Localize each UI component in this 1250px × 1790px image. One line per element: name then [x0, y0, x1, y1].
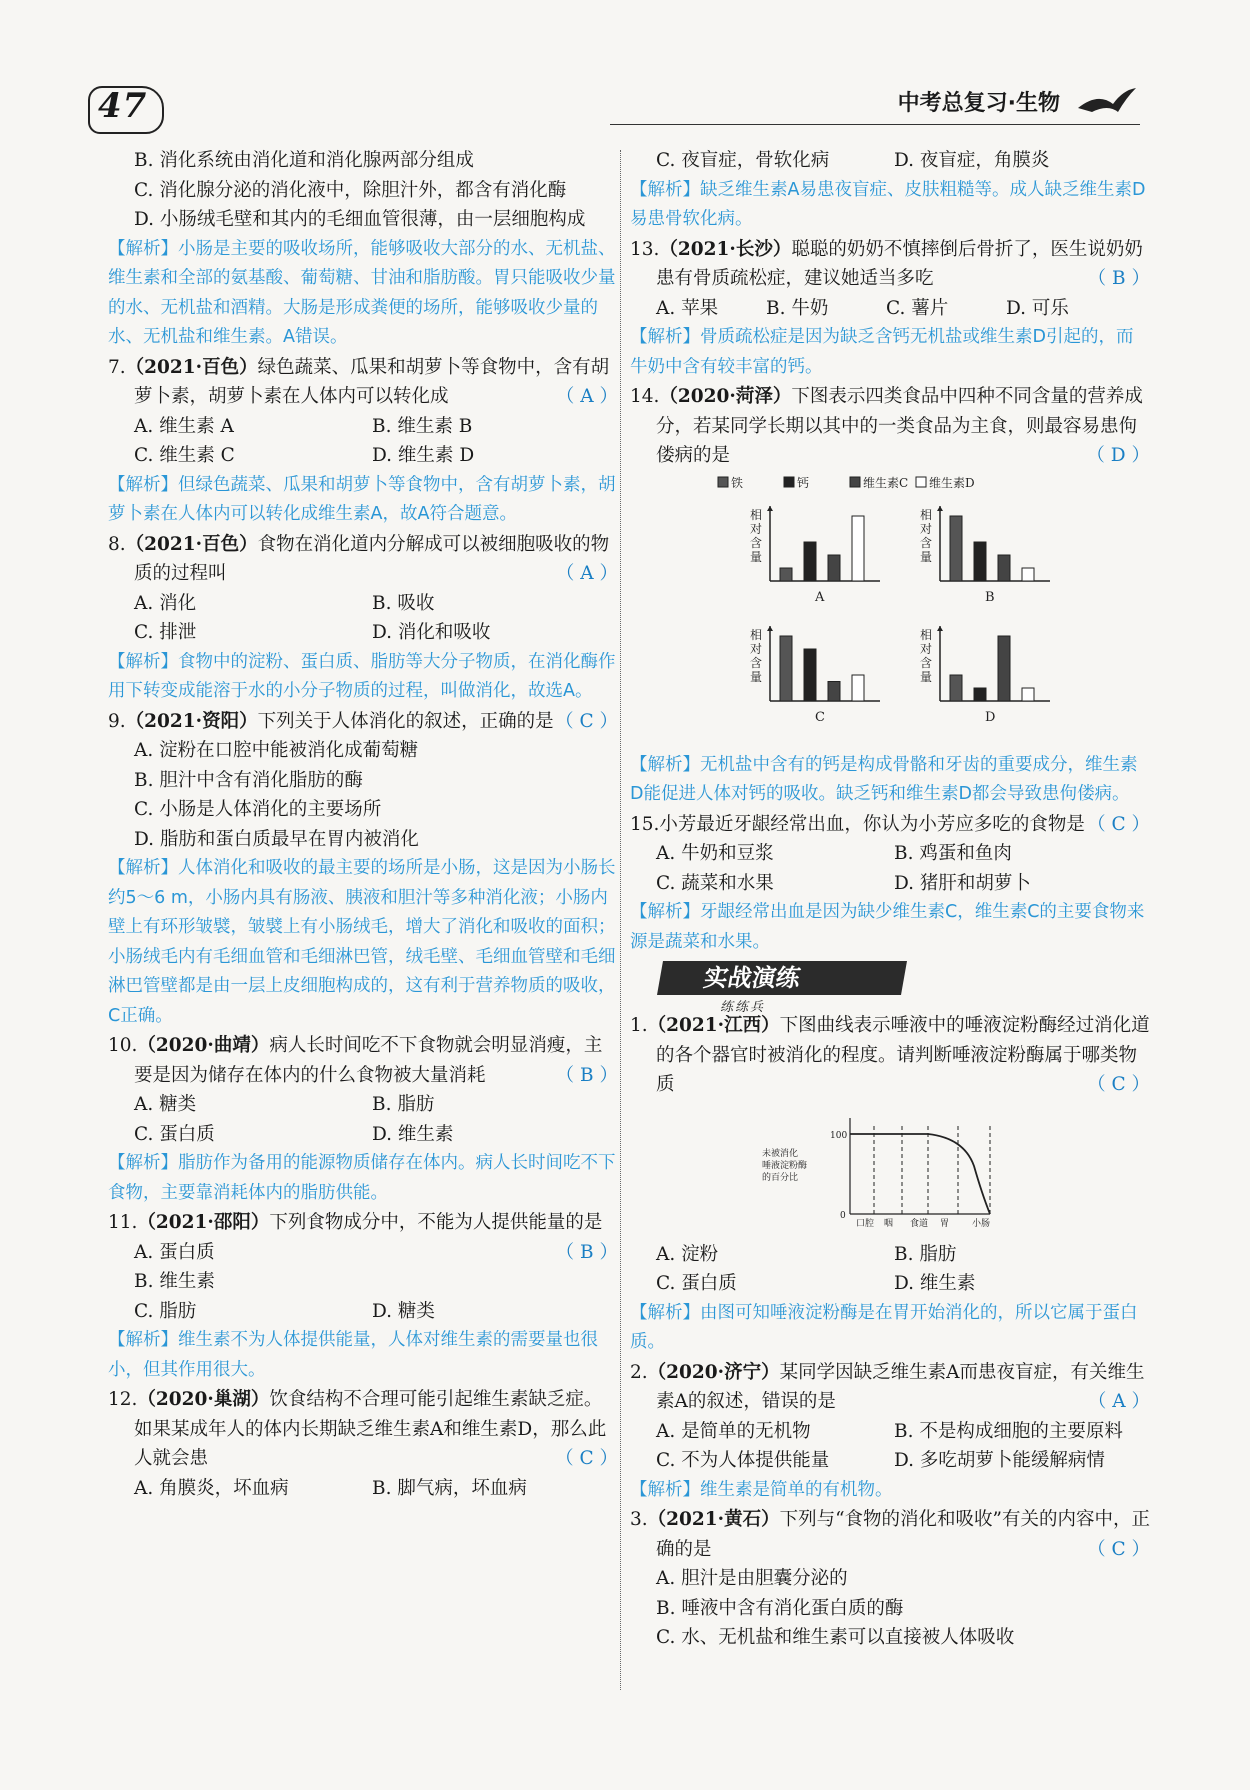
section-subtitle: 练练兵 [720, 1000, 766, 1015]
q10-explanation: 【解析】脂肪作为备用的能源物质储存在体内。病人长时间吃不下食物，主要靠消耗体内的脂肪供能。 [108, 1153, 616, 1203]
q13-explanation: 【解析】骨质疏松症是因为缺乏含钙无机盐或维生素D引起的，而牛奶中含有较丰富的钙。 [630, 327, 1134, 377]
legend-swatch-2 [850, 477, 860, 487]
p2-explanation: 【解析】维生素是简单的有机物。 [630, 1479, 893, 1500]
q13-options: A. 苹果 B. 牛奶 C. 薯片 D. 可乐 [656, 297, 1069, 319]
q10-answer: （ B ） [555, 1064, 618, 1086]
ylabel-char: 相 [750, 507, 763, 522]
question-14: 14.（2020·菏泽）下图表示四类食品中四种不同含量的营养成分，若某同学长期以其中的一类食品为主食，则最容易患佝偻病的是 （ D ） [630, 382, 1150, 471]
p2-answer: （ A ） [1087, 1391, 1150, 1412]
q7-explanation: 【解析】但绿色蔬菜、瓜果和胡萝卜等食物中，含有胡萝卜素，胡萝卜素在人体内可以转化成维生素A，故A符合题意。 [108, 474, 616, 524]
left-column [108, 146, 618, 1503]
page-number: 47 [98, 86, 148, 126]
legend-swatch-1 [784, 477, 794, 487]
y-arrow-B [937, 506, 943, 511]
curve-ylabel-line: 唾液淀粉酶 [762, 1160, 808, 1171]
q12-options-cd: C. 夜盲症，骨软化病 D. 夜盲症，角膜炎 [656, 150, 1050, 171]
y-arrow-C [767, 626, 773, 631]
bar-A-2 [828, 555, 840, 581]
curve-category-2: 食道 [910, 1218, 929, 1229]
page-number-badge [88, 82, 168, 134]
q6-explanation: 【解析】小肠是主要的吸收场所，能够吸收大部分的水、无机盐、维生素和全部的氨基酸、葡萄糖、甘油和脂肪酸。胃只能吸收少量的水、无机盐和酒精。大肠是形成粪便的场所，能够吸收少量的水、无机盐和维生素。A错误。 [108, 238, 616, 347]
ylabel-char: 含 [920, 655, 933, 670]
q9-answer: （ C ） [555, 710, 618, 732]
q9-options: A. 淀粉在口腔中能被消化成葡萄糖 B. 胆汁中含有消化脂肪的酶 C. 小肠是人体消化的主要场所 D. 脂肪和蛋白质最早在胃内被消化 [134, 740, 419, 850]
column-divider [620, 150, 621, 1690]
legend-swatch-3 [916, 477, 926, 487]
curve-chart-svg [760, 1104, 1000, 1234]
bar-B-2 [998, 555, 1010, 581]
right-column [630, 146, 1150, 1653]
group-label-B: B [985, 589, 995, 605]
q7-options: A. 维生素 A B. 维生素 B C. 维生素 C D. 维生素 D [134, 415, 475, 466]
q9-explanation: 【解析】人体消化和吸收的最主要的场所是小肠，这是因为小肠长约5～6 m，小肠内具有肠液、胰液和胆汁等多种消化液；小肠内壁上有环形皱襞，皱襞上有小肠绒毛，增大了消化和吸收的面积；小肠绒毛内有毛细血管和毛细淋巴管，绒毛壁、毛细血管壁和毛细淋巴管壁都是由一层上皮细胞构成的，这有利于营养物质的吸收，C正确。 [108, 858, 616, 1026]
ylabel-char: 对 [750, 641, 763, 656]
q13-answer: （ B ） [1087, 268, 1150, 289]
q7-answer: （ A ） [555, 386, 618, 407]
bar-D-0 [950, 675, 962, 701]
curve-category-1: 咽 [884, 1218, 894, 1229]
q6-option-d: D. 小肠绒毛壁和其内的毛细血管很薄，由一层细胞构成 [134, 209, 586, 230]
q6-option-c: C. 消化腺分泌的消化液中，除胆汁外，都含有消化酶 [134, 179, 567, 201]
ylabel-char: 量 [920, 669, 933, 684]
legend-swatch-0 [718, 477, 728, 487]
ylabel-char: 对 [750, 521, 763, 536]
question-8: 8.（2021·百色）食物在消化道内分解成可以被细胞吸收的物质的过程叫 （ A ） [108, 530, 618, 589]
p2-options: A. 是简单的无机物 B. 不是构成细胞的主要原料 C. 不为人体提供能量 D. 多吃胡萝卜能缓解病情 [656, 1420, 1123, 1471]
curve-category-3: 胃 [940, 1218, 950, 1229]
q6-option-b: B. 消化系统由消化道和消化腺两部分组成 [134, 150, 474, 171]
page-header: 中考总复习·生物 [897, 91, 1060, 116]
ylabel-char: 对 [920, 641, 933, 656]
p3-answer: （ C ） [1087, 1538, 1150, 1560]
ylabel-char: 量 [750, 669, 763, 684]
q12-options-ab: A. 角膜炎，坏血病 B. 脚气病，坏血病 [134, 1477, 527, 1499]
curve-ylabel-line: 未被消化 [762, 1148, 799, 1159]
y-arrow-A [767, 506, 773, 511]
section-title: 实战演练 [657, 961, 907, 995]
q14-answer: （ D ） [1086, 445, 1150, 466]
ylabel-char: 相 [920, 507, 933, 522]
p1-explanation: 【解析】由图可知唾液淀粉酶是在胃开始消化的，所以它属于蛋白质。 [630, 1302, 1138, 1352]
question-13: 13.（2021·长沙）聪聪的奶奶不慎摔倒后骨折了，医生说奶奶患有骨质疏松症，建议她适当多吃 （ B ） [630, 235, 1150, 294]
bar-B-3 [1022, 568, 1034, 581]
ylabel-char: 相 [920, 627, 933, 642]
legend-label-2: 维生素C [863, 475, 909, 490]
q14-explanation: 【解析】无机盐中含有的钙是构成骨骼和牙齿的重要成分，维生素D能促进人体对钙的吸收。缺乏钙和维生素D都会导致患佝偻病。 [630, 754, 1138, 804]
curve-category-4: 小肠 [972, 1218, 991, 1229]
q11-options: A. 蛋白质B. 维生素 C. 脂肪 D. 糖类 [134, 1241, 435, 1322]
ylabel-char: 量 [920, 549, 933, 564]
group-label-D: D [985, 709, 996, 725]
bar-D-1 [974, 688, 986, 701]
bar-C-3 [852, 675, 864, 701]
p1-answer: （ C ） [1087, 1074, 1150, 1095]
bar-D-2 [998, 636, 1010, 701]
curve-category-0: 口腔 [856, 1218, 875, 1229]
practice-3: 3.（2021·黄石）下列与“食物的消化和吸收”有关的内容中，正确的是 （ C ） [630, 1505, 1150, 1564]
bar-C-1 [804, 649, 816, 701]
legend-label-3: 维生素D [929, 475, 975, 490]
q10-options: A. 糖类 B. 脂肪 C. 蛋白质 D. 维生素 [134, 1094, 454, 1145]
ylabel-char: 相 [750, 627, 763, 642]
bar-C-0 [780, 636, 792, 701]
q8-answer: （ A ） [555, 563, 618, 584]
ylabel-char: 含 [920, 535, 933, 550]
bar-A-1 [804, 542, 816, 581]
q15-options: A. 牛奶和豆浆 B. 鸡蛋和鱼肉 C. 蔬菜和水果 D. 猪肝和胡萝卜 [656, 843, 1031, 894]
ylabel-char: 含 [750, 655, 763, 670]
q12-explanation: 【解析】缺乏维生素A易患夜盲症、皮肤粗糙等。成人缺乏维生素D易患骨软化病。 [630, 179, 1146, 229]
q11-answer: （ B ） [555, 1241, 618, 1263]
y-arrow-D [937, 626, 943, 631]
question-10: 10.（2020·曲靖）病人长时间吃不下食物就会明显消瘦，主要是因为储存在体内的什么食物被大量消耗 （ B ） [108, 1031, 618, 1090]
legend-label-1: 钙 [797, 475, 810, 490]
q15-explanation: 【解析】牙龈经常出血是因为缺少维生素C，维生素C的主要食物来源是蔬菜和水果。 [630, 902, 1145, 952]
group-label-C: C [815, 709, 825, 725]
legend-label-0: 铁 [731, 475, 744, 490]
bar-chart-svg [710, 471, 1070, 751]
header-rule [610, 124, 1140, 125]
question-12: 12.（2020·巢湖）饮食结构不合理可能引起维生素缺乏症。如果某成年人的体内长期缺乏维生素A和维生素D，那么此人就会患 （ C ） [108, 1385, 618, 1474]
origin-label: 0 [840, 1210, 846, 1221]
p1-options: A. 淀粉 B. 脂肪 C. 蛋白质 D. 维生素 [656, 1243, 976, 1294]
bar-B-0 [950, 516, 962, 581]
bar-B-1 [974, 542, 986, 581]
question-15: 15.小芳最近牙龈经常出血，你认为小芳应多吃的食物是 （ C ） [630, 810, 1150, 840]
q12-answer: （ C ） [555, 1448, 618, 1469]
practice-1: 1.（2021·江西）下图曲线表示唾液中的唾液淀粉酶经过消化道的各个器官时被消化的程度。请判断唾液淀粉酶属于哪类物质 （ C ） [630, 1011, 1150, 1100]
curve-line [850, 1134, 990, 1214]
ylabel-char: 对 [920, 521, 933, 536]
curve-ylabel-line: 的百分比 [762, 1172, 799, 1183]
bar-A-3 [852, 516, 864, 581]
p3-options: A. 胆汁是由胆囊分泌的 B. 唾液中含有消化蛋白质的酶 C. 水、无机盐和维生素可以直接被人体吸收 [656, 1568, 1015, 1648]
y-tick-100: 100 [830, 1130, 848, 1141]
bar-A-0 [780, 568, 792, 581]
ylabel-char: 量 [750, 549, 763, 564]
bird-icon [1068, 78, 1138, 126]
q8-options: A. 消化 B. 吸收 C. 排泄 D. 消化和吸收 [134, 592, 491, 643]
ylabel-char: 含 [750, 535, 763, 550]
bar-D-3 [1022, 688, 1034, 701]
enzyme-curve-chart [630, 1100, 1150, 1240]
section-banner [630, 961, 1150, 1015]
q8-explanation: 【解析】食物中的淀粉、蛋白质、脂肪等大分子物质，在消化酶作用下转变成能溶于水的小分子物质的过程，叫做消化，故选A。 [108, 651, 616, 701]
nutrient-bar-charts [630, 471, 1150, 751]
question-11: 11.（2021·邵阳）下列食物成分中，不能为人提供能量的是 （ B ） [108, 1208, 618, 1238]
q15-answer: （ C ） [1087, 813, 1150, 835]
practice-2: 2.（2020·济宁）某同学因缺乏维生素A而患夜盲症，有关维生素A的叙述，错误的是 （ A ） [630, 1358, 1150, 1417]
group-label-A: A [815, 589, 825, 605]
q11-explanation: 【解析】维生素不为人体提供能量，人体对维生素的需要量也很小，但其作用很大。 [108, 1330, 598, 1380]
question-7: 7.（2021·百色）绿色蔬菜、瓜果和胡萝卜等食物中，含有胡萝卜素，胡萝卜素在人体内可以转化成 （ A ） [108, 353, 618, 412]
question-9: 9.（2021·资阳）下列关于人体消化的叙述，正确的是 （ C ） [108, 707, 618, 737]
bar-C-2 [828, 681, 840, 701]
